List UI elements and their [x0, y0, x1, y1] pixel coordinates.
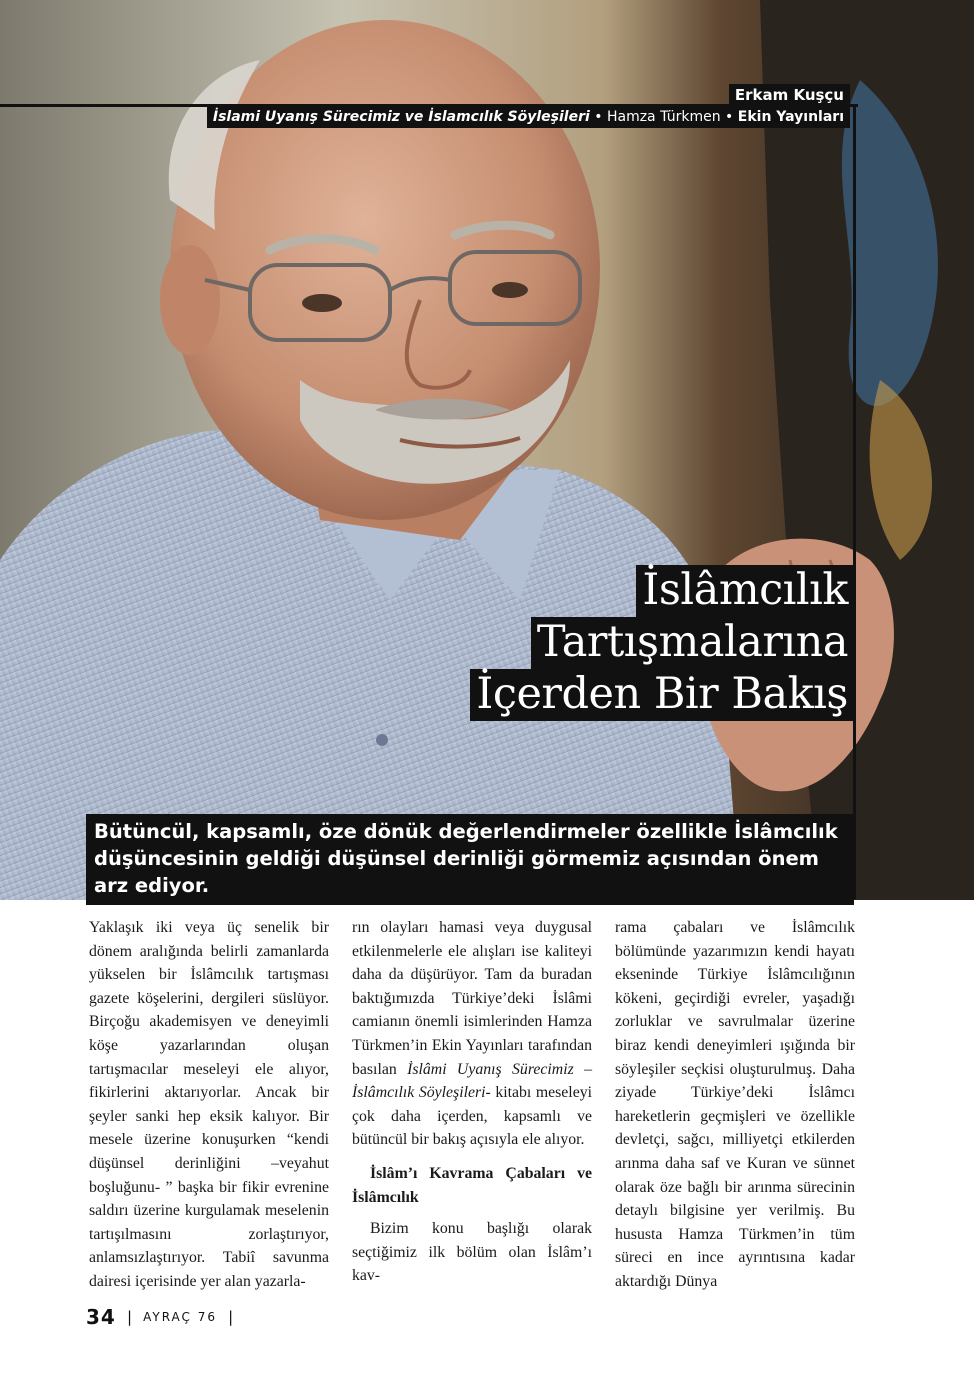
- publisher: Ekin Yayınları: [737, 109, 844, 125]
- book-title-italic: İslâmi Uyanış Sürecimiz –İslâmcılık Söyleşileri-: [352, 1060, 592, 1102]
- body-column-2: [352, 916, 592, 1288]
- headline-line-3: İçerden Bir Bakış: [470, 669, 854, 721]
- paragraph: rama çabaları ve İslâmcılık bölümünde yazarımızın kendi hayatı ekseninde Türkiye İslâmcılığının kökeni, geçirdiği evreler, yaşadığı zorluklar ve savrulmalar üzerine biraz kendi deneyimleri ışığında bir söyleşiler seçkisi oluşturulmuş. Daha ziyade Türkiye’deki İslâmcı hareketlerin geçmişleri ve özellikle devletçi, sağcı, milliyetçi etkilerden arınma daha saf ve Kuran ve sünnet olarak öze bağlı bir arınma sürecinin detaylı bilgisine yer verilmiş. Bu hususta Hamza Türkmen’in tüm süreci en ince ayrıntısına kadar aktardığı Dünya: [615, 919, 855, 1290]
- page-footer: [86, 1305, 239, 1329]
- lede-text: Bütüncül, kapsamlı, öze dönük değerlendirmeler özellikle İslâmcılık düşüncesinin geldiği düşünsel derinliği görmemiz açısından önem arz ediyor.: [86, 814, 854, 905]
- magazine-issue: AYRAÇ 76: [143, 1310, 218, 1324]
- section-heading: İslâm’ı Kavrama Çabaları ve İslâmcılık: [352, 1164, 592, 1206]
- paragraph-text: rın olayları hamasi veya duygusal etkilenmelerle ele alışları ise kaliteyi daha da düşürüyor. Tam da buradan baktığımızda Türkiye’deki İslâmi camianın önemli isimlerinden Hamza Türkmen’in Ekin Yayınları tarafından basılan: [352, 919, 592, 1078]
- right-rule: [853, 104, 856, 899]
- separator: •: [594, 109, 603, 125]
- byline: [200, 84, 850, 128]
- headline-line-1: İslâmcılık: [636, 565, 854, 617]
- headline-line-2: Tartışmalarına: [531, 617, 854, 669]
- paragraph: Bizim konu başlığı olarak seçtiğimiz ilk bölüm olan İslâm’ı kav-: [352, 1220, 592, 1285]
- book-info: [207, 106, 850, 128]
- paragraph: [352, 916, 592, 1152]
- body-column-1: [89, 916, 329, 1294]
- paragraph: Yaklaşık iki veya üç senelik bir dönem aralığında belirli zamanlarda yükselen bir İslâmcılık tartışması gazete köşelerini, dergileri süslüyor. Birçoğu akademisyen ve deneyimli köşe yazarlarından oluşan tartışmacılar meseleyi ele alıyor, fikirlerini aktarıyorlar. Ancak bir şeyler sanki hep eksik kalıyor. Bir mesele üzerine konuşurken “kendi düşünsel derinliğini –veyahut boşluğunu- ” başka bir fikir evrenine saldırı üzerine kurgulamak meselenin tartışılmasını zorlaştırıyor, anlamsızlaştırıyor. Tabiî savunma dairesi içerisinde yer alan yazarla-: [89, 919, 329, 1290]
- author-name: Erkam Kuşçu: [729, 84, 850, 106]
- footer-separator: |: [228, 1308, 234, 1326]
- page-number: 34: [86, 1305, 116, 1329]
- paragraph-text: kitabı meseleyi çok daha içerden, kapsamlı ve bütüncül bir bakış açısıyla ele alıyor.: [352, 1084, 592, 1149]
- footer-separator: |: [126, 1308, 132, 1326]
- article-headline: [470, 565, 854, 721]
- book-title: İslami Uyanış Sürecimiz ve İslamcılık Söyleşileri: [212, 109, 590, 125]
- book-author: Hamza Türkmen: [606, 109, 721, 125]
- body-column-3: [615, 916, 855, 1294]
- separator: •: [725, 109, 734, 125]
